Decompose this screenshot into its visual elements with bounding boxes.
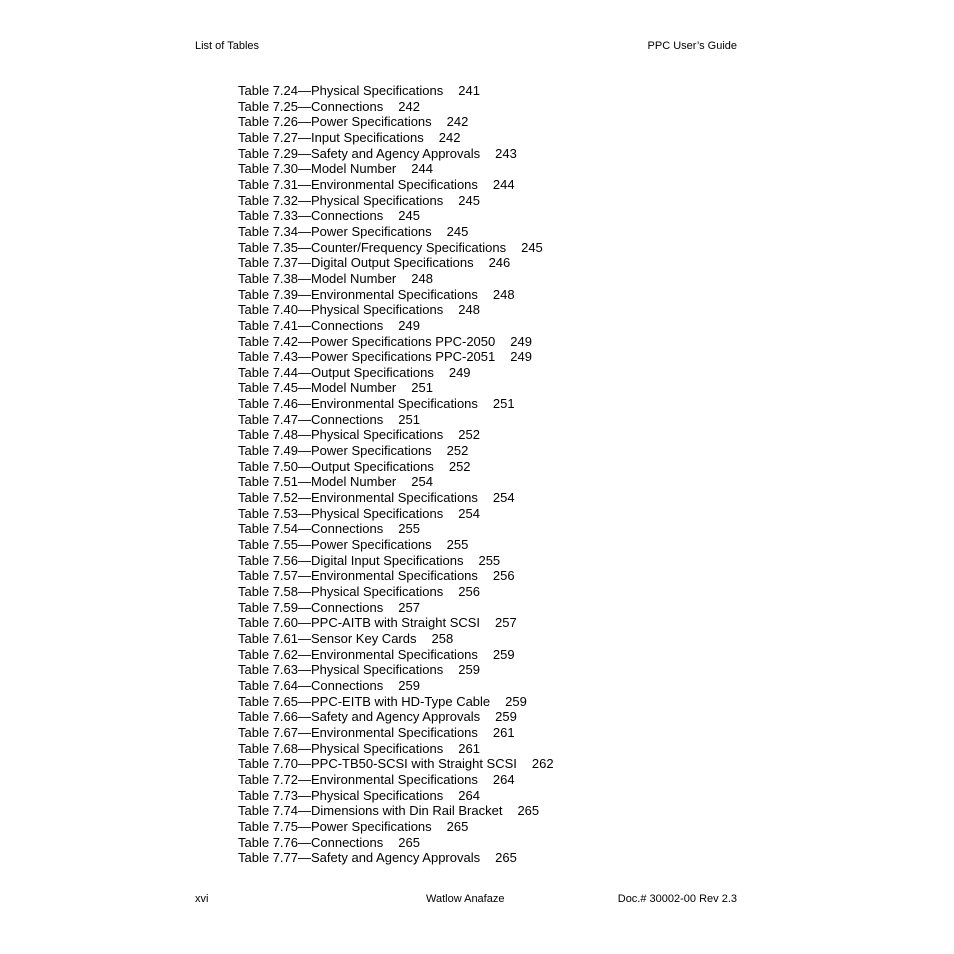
toc-entry[interactable] <box>238 146 554 162</box>
toc-entry[interactable] <box>238 380 554 396</box>
footer-company: Watlow Anafaze <box>426 893 505 905</box>
toc-entry[interactable] <box>238 193 554 209</box>
toc-entry-label: Table 7.37—Digital Output Specifications <box>238 255 474 271</box>
toc-entry-page-number: 265 <box>446 818 469 834</box>
footer-page-number: xvi <box>195 893 209 905</box>
toc-entry[interactable] <box>238 255 554 271</box>
toc-entry-label: Table 7.46—Environmental Specifications <box>238 396 478 412</box>
toc-entry-label: Table 7.31—Environmental Specifications <box>238 176 478 192</box>
toc-entry-page-number: 261 <box>492 724 515 740</box>
toc-entry-page-number: 261 <box>458 740 480 756</box>
toc-entry-label: Table 7.66—Safety and Agency Approvals <box>238 709 481 725</box>
toc-entry[interactable] <box>238 835 554 851</box>
toc-entry-label: Table 7.57—Environmental Specifications <box>238 568 478 584</box>
toc-entry[interactable] <box>238 177 554 193</box>
toc-entry-page-number: 249 <box>448 364 471 380</box>
toc-entry-label: Table 7.33—Connections <box>238 208 384 224</box>
toc-entry-label: Table 7.62—Environmental Specifications <box>238 646 478 662</box>
toc-entry-page-number: 246 <box>488 255 511 271</box>
toc-entry[interactable] <box>238 302 554 318</box>
toc-entry[interactable] <box>238 130 554 146</box>
toc-entry-label: Table 7.75—Power Specifications <box>238 818 432 834</box>
toc-entry[interactable] <box>238 161 554 177</box>
toc-entry-page-number: 262 <box>531 756 554 772</box>
toc-entry-page-number: 243 <box>495 145 517 161</box>
toc-entry-page-number: 252 <box>446 443 469 459</box>
toc-entry-label: Table 7.38—Model Number <box>238 270 397 286</box>
toc-entry-label: Table 7.48—Physical Specifications <box>238 427 444 443</box>
toc-entry-page-number: 251 <box>411 380 433 396</box>
header-document-title: PPC User’s Guide <box>647 40 737 52</box>
toc-entry[interactable] <box>238 741 554 757</box>
toc-entry-page-number: 255 <box>398 521 420 537</box>
toc-entry-page-number: 264 <box>492 771 515 787</box>
toc-entry-page-number: 259 <box>458 662 480 678</box>
toc-entry[interactable] <box>238 99 554 115</box>
toc-entry-page-number: 264 <box>458 787 480 803</box>
toc-entry[interactable] <box>238 725 554 741</box>
toc-entry-page-number: 256 <box>492 568 515 584</box>
toc-entry[interactable] <box>238 240 554 256</box>
toc-entry[interactable] <box>238 709 554 725</box>
toc-entry[interactable] <box>238 819 554 835</box>
toc-entry[interactable] <box>238 647 554 663</box>
toc-entry-page-number: 255 <box>478 552 501 568</box>
toc-entry[interactable] <box>238 850 554 866</box>
toc-entry-page-number: 255 <box>446 537 469 553</box>
footer-doc-number: Doc.# 30002-00 Rev 2.3 <box>617 893 737 905</box>
toc-entry-label: Table 7.25—Connections <box>238 98 384 114</box>
toc-entry[interactable] <box>238 662 554 678</box>
toc-entry-page-number: 252 <box>458 427 480 443</box>
toc-entry-label: Table 7.24—Physical Specifications <box>238 83 444 98</box>
toc-entry[interactable] <box>238 756 554 772</box>
toc-entry[interactable] <box>238 412 554 428</box>
toc-entry[interactable] <box>238 490 554 506</box>
toc-entry-page-number: 245 <box>398 208 420 224</box>
toc-entry-label: Table 7.50—Output Specifications <box>238 458 434 474</box>
toc-entry[interactable] <box>238 584 554 600</box>
toc-entry[interactable] <box>238 396 554 412</box>
toc-entry-page-number: 252 <box>448 458 471 474</box>
toc-entry[interactable] <box>238 537 554 553</box>
toc-entry-label: Table 7.53—Physical Specifications <box>238 505 444 521</box>
toc-entry[interactable] <box>238 224 554 240</box>
toc-entry-label: Table 7.64—Connections <box>238 677 384 693</box>
toc-entry-label: Table 7.42—Power Specifications PPC-2050 <box>238 333 496 349</box>
toc-entry-page-number: 249 <box>510 333 532 349</box>
toc-entry[interactable] <box>238 114 554 130</box>
toc-entry-label: Table 7.58—Physical Specifications <box>238 584 444 599</box>
toc-entry-page-number: 245 <box>521 239 543 255</box>
toc-entry-page-number: 259 <box>505 693 527 709</box>
toc-entry-label: Table 7.41—Connections <box>238 317 384 333</box>
toc-entry-label: Table 7.39—Environmental Specifications <box>238 286 478 302</box>
toc-entry-label: Table 7.26—Power Specifications <box>238 114 432 130</box>
toc-entry-page-number: 265 <box>495 850 517 866</box>
toc-entry-label: Table 7.67—Environmental Specifications <box>238 724 478 740</box>
toc-entry-page-number: 254 <box>458 505 480 521</box>
toc-entry-page-number: 245 <box>458 192 480 208</box>
toc-entry[interactable] <box>238 553 554 569</box>
toc-entry-label: Table 7.47—Connections <box>238 411 384 427</box>
toc-entry-page-number: 248 <box>492 286 515 302</box>
toc-entry-label: Table 7.29—Safety and Agency Approvals <box>238 145 481 161</box>
toc-entry-page-number: 244 <box>411 161 433 177</box>
toc-entry-label: Table 7.63—Physical Specifications <box>238 662 444 678</box>
toc-entry-page-number: 242 <box>446 114 469 130</box>
toc-entry[interactable] <box>238 334 554 350</box>
toc-entry[interactable] <box>238 694 554 710</box>
toc-entry[interactable] <box>238 459 554 475</box>
toc-entry[interactable] <box>238 568 554 584</box>
toc-entry-label: Table 7.65—PPC-EITB with HD-Type Cable <box>238 693 491 709</box>
toc-entry[interactable] <box>238 788 554 804</box>
toc-entry-label: Table 7.77—Safety and Agency Approvals <box>238 850 481 866</box>
toc-entry-label: Table 7.76—Connections <box>238 834 384 850</box>
toc-entry-page-number: 242 <box>438 129 461 145</box>
toc-entry-label: Table 7.61—Sensor Key Cards <box>238 630 417 646</box>
toc-entry[interactable] <box>238 271 554 287</box>
toc-entry[interactable] <box>238 772 554 788</box>
toc-entry-label: Table 7.44—Output Specifications <box>238 364 434 380</box>
toc-entry-label: Table 7.27—Input Specifications <box>238 129 424 145</box>
toc-entry[interactable] <box>238 474 554 490</box>
toc-entry-page-number: 248 <box>458 302 480 318</box>
toc-entry-page-number: 242 <box>398 98 420 114</box>
toc-entry-page-number: 259 <box>492 646 515 662</box>
toc-entry-page-number: 254 <box>492 490 515 506</box>
toc-entry[interactable] <box>238 427 554 443</box>
toc-entry-page-number: 241 <box>458 83 480 98</box>
toc-entry-page-number: 251 <box>398 411 420 427</box>
toc-entry-page-number: 259 <box>398 677 420 693</box>
toc-entry-page-number: 251 <box>492 396 515 412</box>
toc-entry[interactable] <box>238 631 554 647</box>
toc-entry-page-number: 258 <box>431 630 454 646</box>
toc-entry-label: Table 7.52—Environmental Specifications <box>238 490 478 506</box>
toc-entry-label: Table 7.30—Model Number <box>238 161 397 177</box>
toc-entry[interactable] <box>238 83 554 99</box>
toc-entry[interactable] <box>238 506 554 522</box>
toc-entry-page-number: 249 <box>398 317 420 333</box>
toc-entry-label: Table 7.70—PPC-TB50-SCSI with Straight SCSI <box>238 756 517 772</box>
toc-entry[interactable] <box>238 521 554 537</box>
header-section-title: List of Tables <box>195 40 260 52</box>
toc-entry-label: Table 7.73—Physical Specifications <box>238 787 444 803</box>
toc-entry[interactable] <box>238 287 554 303</box>
toc-entry-label: Table 7.55—Power Specifications <box>238 537 432 553</box>
toc-entry-page-number: 248 <box>411 270 433 286</box>
toc-entry-label: Table 7.35—Counter/Frequency Specifications <box>238 239 507 255</box>
toc-entry-page-number: 245 <box>446 223 469 239</box>
toc-entry[interactable] <box>238 443 554 459</box>
toc-entry-page-number: 254 <box>411 474 433 490</box>
toc-entry-page-number: 256 <box>458 584 480 599</box>
toc-entry-page-number: 265 <box>517 803 540 819</box>
toc-entry-label: Table 7.51—Model Number <box>238 474 397 490</box>
toc-entry-label: Table 7.56—Digital Input Specifications <box>238 552 464 568</box>
toc-entry-page-number: 259 <box>495 709 517 725</box>
toc-entry-label: Table 7.74—Dimensions with Din Rail Bracket <box>238 803 503 819</box>
toc-entry-page-number: 257 <box>398 599 420 615</box>
toc-entry-label: Table 7.32—Physical Specifications <box>238 192 444 208</box>
toc-entry-label: Table 7.49—Power Specifications <box>238 443 432 459</box>
toc-entry[interactable] <box>238 318 554 334</box>
toc-entry-page-number: 257 <box>495 615 517 631</box>
toc-entry-page-number: 244 <box>492 176 515 192</box>
toc-entry-label: Table 7.34—Power Specifications <box>238 223 432 239</box>
toc-entry-label: Table 7.45—Model Number <box>238 380 397 396</box>
toc-entry-label: Table 7.72—Environmental Specifications <box>238 771 478 787</box>
toc-entry[interactable] <box>238 678 554 694</box>
table-of-contents-list <box>238 83 554 866</box>
toc-entry[interactable] <box>238 615 554 631</box>
toc-entry[interactable] <box>238 208 554 224</box>
toc-entry-label: Table 7.68—Physical Specifications <box>238 740 444 756</box>
toc-entry[interactable] <box>238 349 554 365</box>
toc-entry[interactable] <box>238 600 554 616</box>
toc-entry[interactable] <box>238 365 554 381</box>
toc-entry-label: Table 7.43—Power Specifications PPC-2051 <box>238 349 496 365</box>
toc-entry-label: Table 7.54—Connections <box>238 521 384 537</box>
toc-entry-page-number: 265 <box>398 834 420 850</box>
toc-entry-label: Table 7.60—PPC-AITB with Straight SCSI <box>238 615 481 631</box>
toc-entry-label: Table 7.40—Physical Specifications <box>238 302 444 318</box>
toc-entry[interactable] <box>238 803 554 819</box>
toc-entry-label: Table 7.59—Connections <box>238 599 384 615</box>
toc-entry-page-number: 249 <box>510 349 532 365</box>
